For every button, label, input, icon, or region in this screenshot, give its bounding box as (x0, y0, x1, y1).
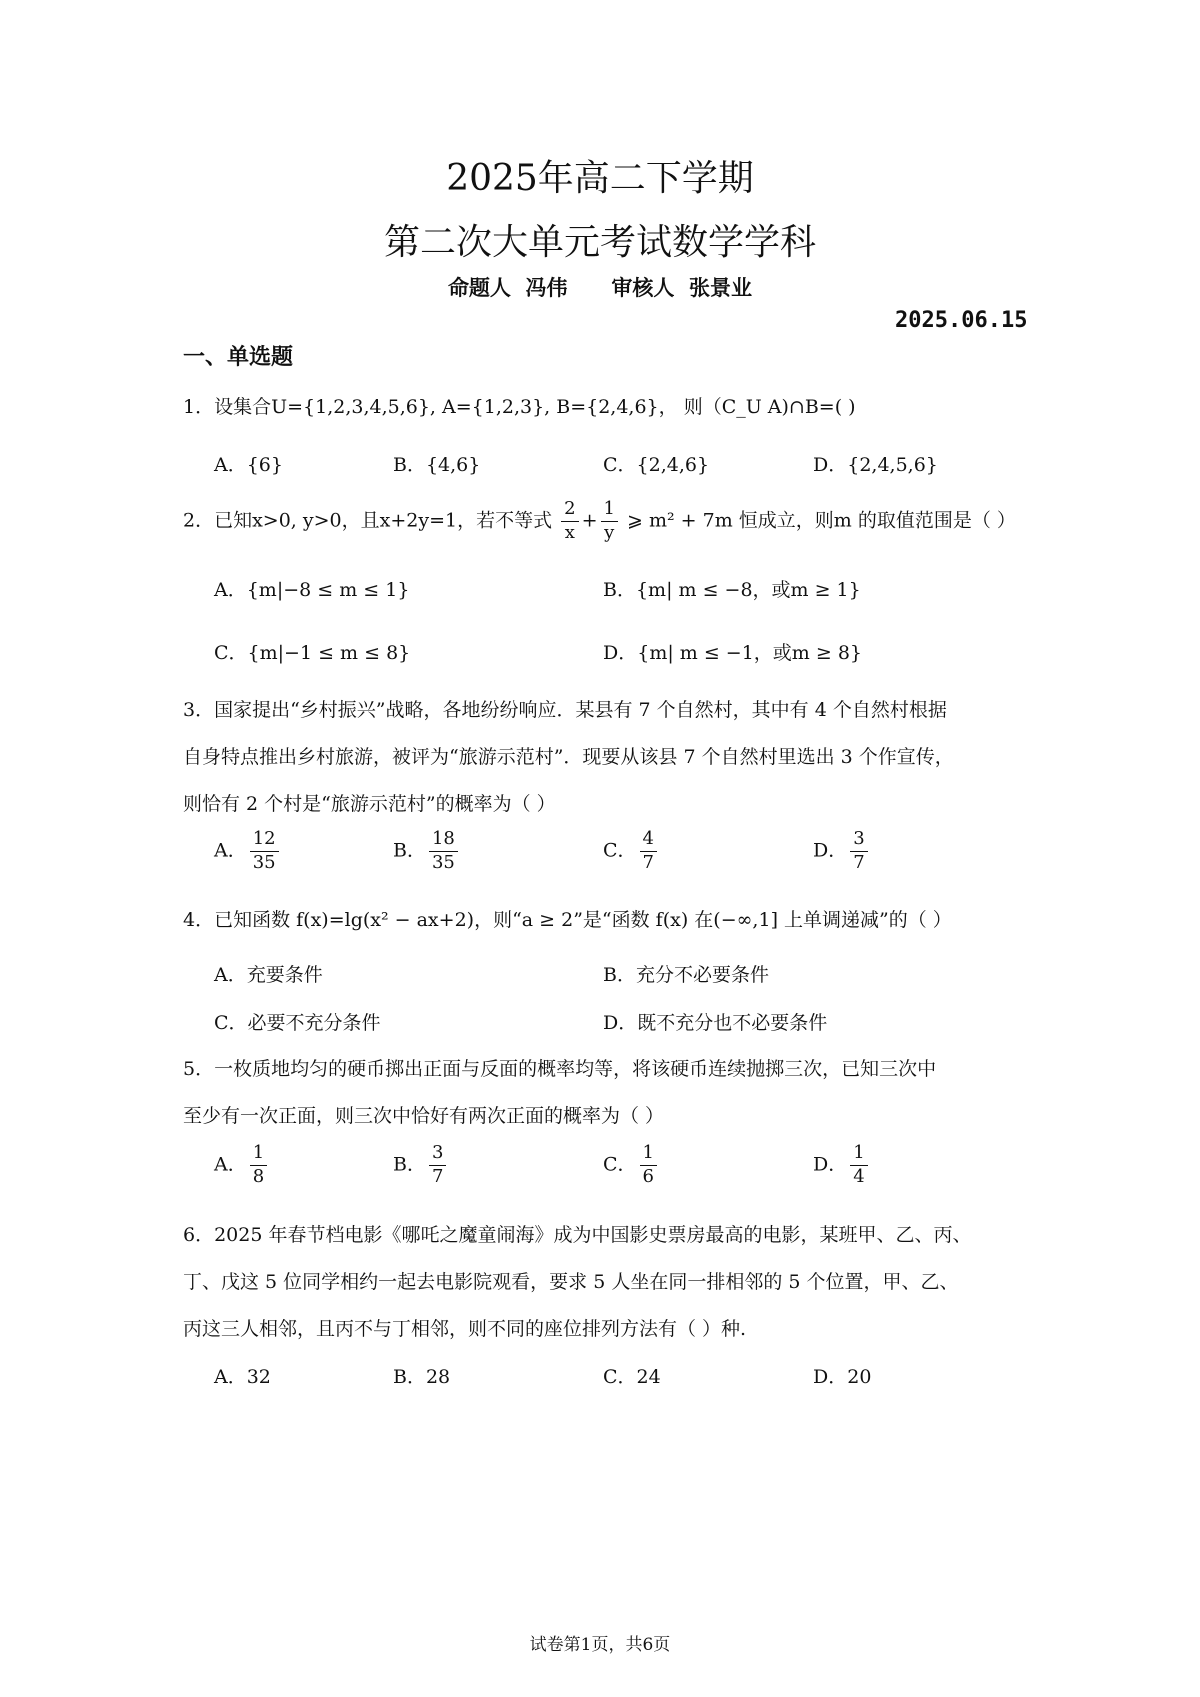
question-6-line-2: 丁、戊这 5 位同学相约一起去电影院观看，要求 5 人坐在同一排相邻的 5 个位置，甲、乙、 (183, 1271, 959, 1293)
question-3-line-3: 则恰有 2 个村是“旅游示范村”的概率为（ ） (183, 793, 556, 815)
question-3-option-c-fraction (640, 830, 657, 873)
question-1-option-d: D．{2,4,5,6} (813, 454, 938, 476)
question-3-option-d-num: 3 (850, 830, 867, 852)
question-4-option-b: B．充分不必要条件 (603, 964, 769, 986)
question-6-option-a: A．32 (214, 1366, 271, 1388)
question-5-option-b-den: 7 (431, 1165, 444, 1187)
question-5-option-b-fraction (429, 1144, 446, 1187)
question-2-option-d: D．{m| m ≤ −1，或m ≥ 8} (603, 642, 862, 664)
question-2-fraction-2-num: 1 (601, 500, 618, 522)
question-5-line-2: 至少有一次正面，则三次中恰好有两次正面的概率为（ ） (183, 1105, 665, 1127)
question-5-option-b-label: B． (393, 1153, 426, 1176)
question-5-option-c-label: C． (603, 1153, 637, 1176)
question-3-option-b-label: B． (393, 839, 426, 862)
question-5-option-d-num: 1 (850, 1144, 867, 1166)
question-4-option-a: A．充要条件 (214, 964, 323, 986)
question-2-plus: + (581, 509, 598, 532)
question-3-line-1: 3．国家提出“乡村振兴”战略，各地纷纷响应．某县有 7 个自然村，其中有 4 个自然村根据 (183, 699, 947, 721)
exam-title-line2: 第二次大单元考试数学学科 (383, 222, 816, 263)
question-5-line-1: 5．一枚质地均匀的硬币掷出正面与反面的概率均等，将该硬币连续抛掷三次，已知三次中 (183, 1058, 937, 1080)
question-2-stem (183, 500, 1016, 543)
question-3-option-c (603, 830, 660, 873)
question-1-option-c: C．{2,4,6} (603, 454, 710, 476)
question-1-stem: 1．设集合U={1,2,3,4,5,6}, A={1,2,3}, B={2,4,6}， 则（C_U A)∩B=( ) (183, 396, 856, 418)
exam-date: 2025.06.15 (895, 308, 1028, 333)
question-5-option-d-label: D． (813, 1153, 848, 1176)
question-5-option-d (813, 1144, 871, 1187)
question-2-stem-post: ⩾ m² + 7m 恒成立，则m 的取值范围是（ ） (627, 509, 1016, 532)
question-3-option-b-fraction (429, 830, 458, 873)
question-3-option-b-num: 18 (429, 830, 458, 852)
question-2-fraction-2-den: y (604, 521, 615, 543)
question-6-option-b: B．28 (393, 1366, 451, 1388)
page-footer: 试卷第1页，共6页 (529, 1635, 671, 1655)
question-5-option-b-num: 3 (429, 1144, 446, 1166)
question-2-fraction-2 (601, 500, 618, 543)
question-5-option-b (393, 1144, 449, 1187)
question-3-option-c-den: 7 (642, 851, 654, 873)
question-3-option-a-fraction (250, 830, 279, 873)
exam-authors: 命题人 冯伟 审核人 张景业 (447, 276, 753, 300)
question-5-option-c-num: 1 (640, 1144, 657, 1166)
question-4-option-c: C．必要不充分条件 (214, 1012, 381, 1034)
question-2-fraction-1-den: x (564, 521, 575, 543)
question-6-line-3: 丙这三人相邻，且丙不与丁相邻，则不同的座位排列方法有（ ）种. (183, 1318, 747, 1340)
question-5-option-a-fraction (250, 1144, 267, 1187)
section-title: 一、单选题 (183, 345, 294, 370)
question-4-option-d: D．既不充分也不必要条件 (603, 1012, 828, 1034)
question-5-option-c (603, 1144, 660, 1187)
question-3-option-c-num: 4 (640, 830, 657, 852)
question-2-fraction-1 (561, 500, 578, 543)
question-5-option-c-den: 6 (642, 1165, 654, 1187)
question-3-option-c-label: C． (603, 839, 637, 862)
question-3-option-d (813, 830, 871, 873)
question-2-fraction-1-num: 2 (561, 500, 578, 522)
question-4-stem: 4．已知函数 f(x)=lg(x² − ax+2)，则“a ≥ 2”是“函数 f(x) 在(−∞,1] 上单调递减”的（ ） (183, 909, 952, 931)
question-2-option-c: C．{m|−1 ≤ m ≤ 8} (214, 642, 411, 664)
question-5-option-d-fraction (850, 1144, 867, 1187)
question-3-option-a-label: A． (214, 839, 247, 862)
question-3-option-b-den: 35 (431, 851, 455, 873)
exam-title-line1: 2025年高二下学期 (446, 158, 754, 199)
question-5-option-a (214, 1144, 270, 1187)
question-3-option-d-fraction (850, 830, 867, 873)
question-1-option-b: B．{4,6} (393, 454, 481, 476)
question-3-option-a-den: 35 (252, 851, 276, 873)
question-6-option-d: D．20 (813, 1366, 872, 1388)
question-2-stem-pre: 2．已知x>0, y>0，且x+2y=1，若不等式 (183, 509, 553, 532)
question-3-option-a (214, 830, 282, 873)
question-1-option-a: A．{6} (214, 454, 283, 476)
question-2-option-b: B．{m| m ≤ −8，或m ≥ 1} (603, 579, 861, 601)
question-3-option-b (393, 830, 461, 873)
question-3-option-d-label: D． (813, 839, 848, 862)
question-5-option-d-den: 4 (853, 1165, 865, 1187)
question-5-option-a-den: 8 (252, 1165, 265, 1187)
question-2-option-a: A．{m|−8 ≤ m ≤ 1} (214, 579, 410, 601)
question-6-option-c: C．24 (603, 1366, 661, 1388)
question-6-line-1: 6．2025 年春节档电影《哪吒之魔童闹海》成为中国影史票房最高的电影，某班甲、乙、丙、 (183, 1224, 972, 1246)
question-5-option-c-fraction (640, 1144, 657, 1187)
question-3-option-a-num: 12 (250, 830, 279, 852)
question-3-line-2: 自身特点推出乡村旅游，被评为“旅游示范村”．现要从该县 7 个自然村里选出 3 个作宣传， (183, 746, 954, 768)
question-5-option-a-label: A． (214, 1153, 247, 1176)
question-3-option-d-den: 7 (853, 851, 865, 873)
question-5-option-a-num: 1 (250, 1144, 267, 1166)
